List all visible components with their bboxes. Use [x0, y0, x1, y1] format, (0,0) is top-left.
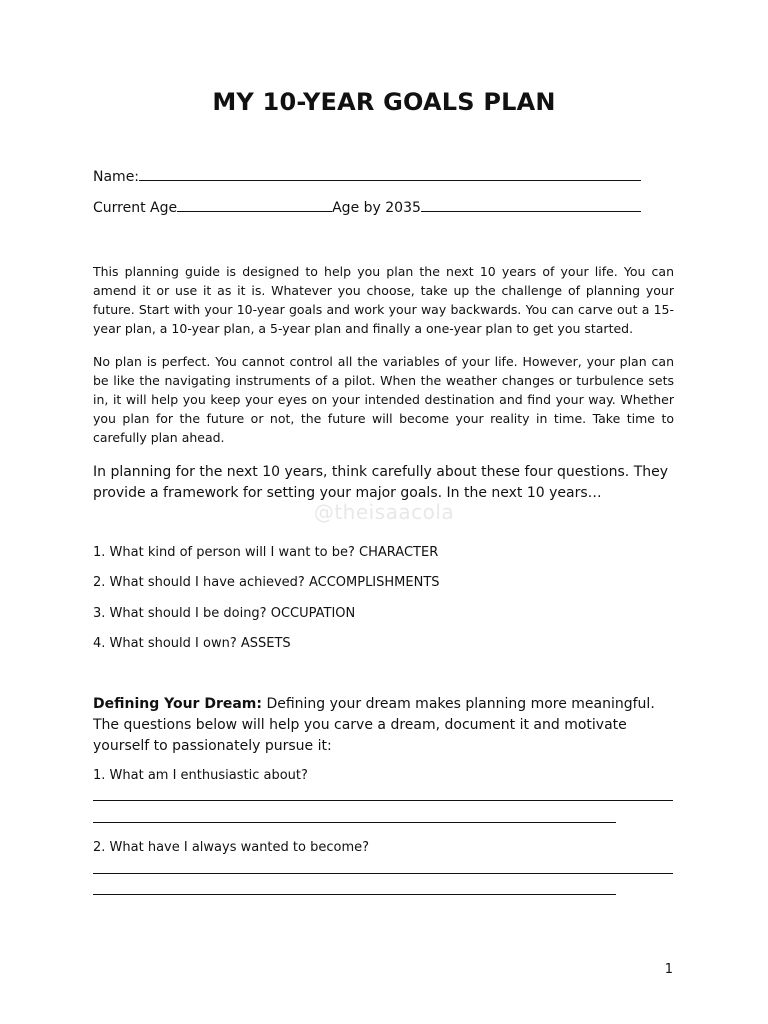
defining-dream-heading: Defining Your Dream: [93, 696, 262, 712]
intro-paragraph-1: This planning guide is designed to help you plan the next 10 years of your life. You can amend it or use it as it is. Whatever you choose, take up the challenge of planning your future. Start with your 10-year goals and work your way backwards. You can carve out a 15-year plan, a 10-year plan, a 5-year plan and finally a one-year plan to get you started. [93, 264, 674, 336]
answer-line[interactable] [93, 873, 673, 874]
age-by-label: Age by 2035 [332, 200, 421, 216]
defining-dream-paragraph [93, 694, 674, 757]
dream-question-2: 2. What have I always wanted to become? [93, 840, 370, 855]
dream-question-1: 1. What am I enthusiastic about? [93, 768, 308, 783]
question-item: 1. What kind of person will I want to be? CHARACTER [93, 545, 439, 560]
defining-dream-text: Defining your dream makes planning more meaningful. The questions below will help you carve a dream, document it and motivate yourself to passionately pursue it: [93, 696, 655, 754]
age-by-blank-line[interactable] [421, 198, 641, 212]
question-item: 2. What should I have achieved? ACCOMPLISHMENTS [93, 575, 440, 590]
framework-intro: In planning for the next 10 years, think carefully about these four questions. They provide a framework for setting your major goals. In the next 10 years… [93, 464, 669, 501]
question-item: 4. What should I own? ASSETS [93, 636, 291, 651]
page-number: 1 [664, 962, 673, 977]
watermark-text: @theisaacola [313, 500, 455, 524]
answer-line[interactable] [93, 894, 616, 895]
page-title: MY 10-YEAR GOALS PLAN [212, 88, 556, 116]
answer-line[interactable] [93, 822, 616, 823]
question-item: 3. What should I be doing? OCCUPATION [93, 606, 356, 621]
intro-paragraph-2: No plan is perfect. You cannot control all the variables of your life. However, your plan can be like the navigating instruments of a pilot. When the weather changes or turbulence sets in, it will help you keep your eyes on your intended destination and find your way. Whether you plan for the future or not, the future will become your reality in time. Take time to carefully plan ahead. [93, 354, 674, 445]
current-age-label: Current Age [93, 200, 178, 216]
name-field [93, 167, 641, 186]
name-label: Name: [93, 169, 140, 185]
age-fields [93, 198, 641, 217]
answer-line[interactable] [93, 800, 673, 801]
name-blank-line[interactable] [139, 167, 641, 181]
current-age-blank-line[interactable] [177, 198, 332, 212]
